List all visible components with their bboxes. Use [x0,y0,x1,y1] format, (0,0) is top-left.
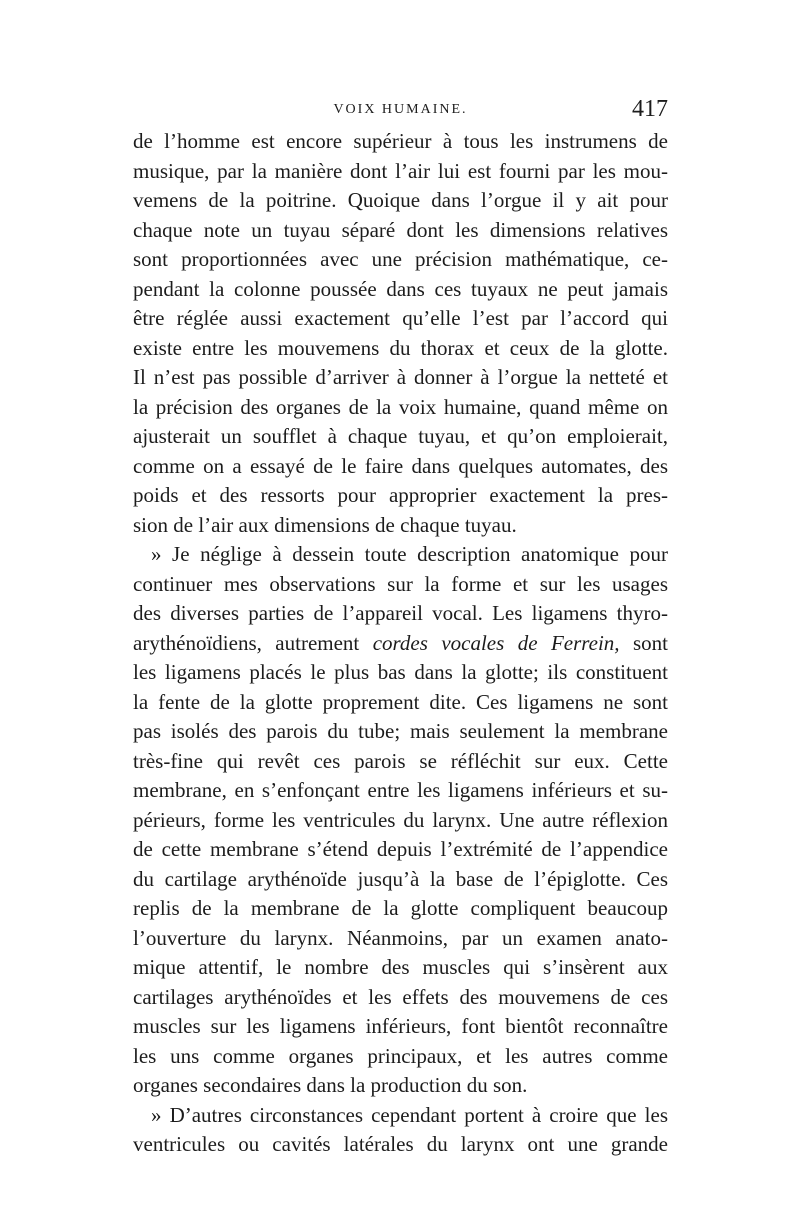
text-line: la précision des organes de la voix humaine, quand même on [133,394,668,419]
text-line: musique, par la manière dont l’air lui est fourni par les mou- [133,158,668,183]
text-line: membrane, en s’enfonçant entre les ligamens inférieurs et su- [133,778,668,802]
text-line: poids et des ressorts pour approprier exactement la pres- [133,483,668,507]
text-line: vemens de la poitrine. Quoique dans l’orgue il y ait pour [133,188,668,212]
text-line: ajusterait un soufflet à chaque tuyau, et qu’on emploierait, [133,424,668,448]
text-line: comme on a essayé de le faire dans quelques automates, des [133,453,668,478]
text-line: existe entre les mouvemens du thorax et ceux de la glotte. [133,335,668,360]
text-line: mique attentif, le nombre des muscles qui s’insèrent aux [133,955,668,979]
text-line: chaque note un tuyau séparé dont les dimensions relatives [133,217,668,242]
paragraph-end-line: organes secondaires dans la production du son. [133,1073,528,1097]
running-title: VOIX HUMAINE. [333,102,468,117]
text-line-with-italic [133,629,668,659]
paragraph-end-line: sion de l’air aux dimensions de chaque tuyau. [133,512,517,537]
paragraph-start-line: » D’autres circonstances cependant portent à croire que les [151,1102,668,1127]
text-line: sont proportionnées avec une précision mathématique, ce- [133,247,668,271]
text-line: replis de la membrane de la glotte compliquent beaucoup [133,896,668,920]
text-line: être réglée aussi exactement qu’elle l’est par l’accord qui [133,306,668,330]
text-line: pendant la colonne poussée dans ces tuyaux ne peut jamais [133,276,668,301]
running-head [133,98,668,128]
paragraph-start-line: » Je néglige à dessein toute description anatomique pour [151,542,668,566]
text-line: du cartilage arythénoïde jusqu’à la base de l’épiglotte. Ces [133,866,668,891]
text-line: pas isolés des parois du tube; mais seulement la membrane [133,719,668,743]
text-line: muscles sur les ligamens inférieurs, font bientôt reconnaître [133,1014,668,1038]
italic-term: cordes vocales de Ferrein, [372,630,620,655]
page-number: 417 [632,96,668,122]
text-segment: arythénoïdiens, autrement [133,630,360,655]
text-line: de l’homme est encore supérieur à tous les instrumens de [133,129,668,153]
text-line: continuer mes observations sur la forme et sur les usages [133,571,668,596]
text-line: les uns comme organes principaux, et les autres comme [133,1043,668,1068]
text-line: la fente de la glotte proprement dite. Ces ligamens ne sont [133,689,668,714]
text-line: des diverses parties de l’appareil vocal. Les ligamens thyro- [133,601,668,625]
text-segment: sont [632,630,668,655]
text-line: l’ouverture du larynx. Néanmoins, par un examen anato- [133,925,668,950]
text-line: les ligamens placés le plus bas dans la glotte; ils constituent [133,660,668,684]
text-line: de cette membrane s’étend depuis l’extrémité de l’appendice [133,837,668,861]
body-text [133,127,668,1160]
text-line: périeurs, forme les ventricules du larynx. Une autre réflexion [133,807,668,832]
text-line: Il n’est pas possible d’arriver à donner à l’orgue la netteté et [133,365,668,389]
text-line: ventricules ou cavités latérales du larynx ont une grande [133,1132,668,1156]
text-line: cartilages arythénoïdes et les effets des mouvemens de ces [133,984,668,1009]
text-line: très-fine qui revêt ces parois se réfléchit sur eux. Cette [133,748,668,773]
